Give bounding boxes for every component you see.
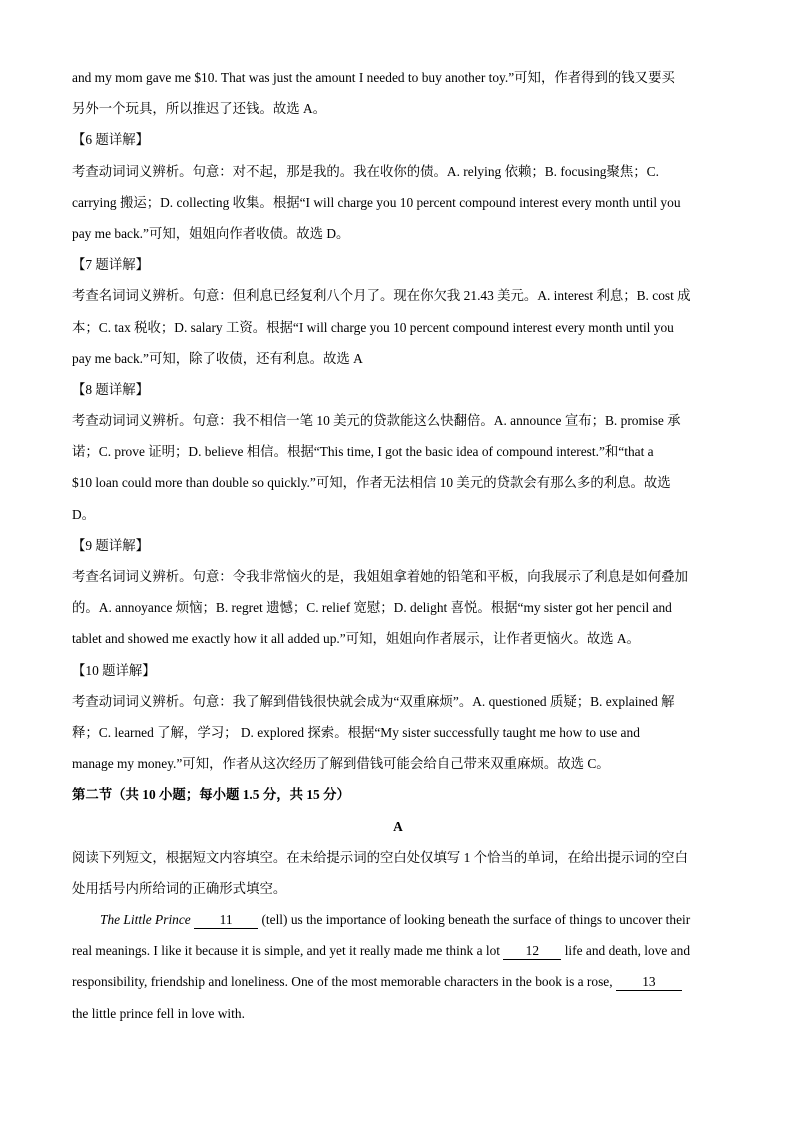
document-page [72,62,724,1029]
text-line: D。 [72,506,96,522]
passage-text: (tell) us the importance of looking beneath the surface of things to uncover their [258,912,691,928]
text-line: 另外一个玩具，所以推迟了还钱。故选 A。 [72,101,327,117]
passage-text: life and death, love and [561,943,691,959]
question-10-heading: 【10 题详解】 [72,662,156,678]
text-line: carrying 搬运；D. collecting 收集。根据“I will charge you 10 percent compound interest every month until you [72,194,681,210]
text-line: 考查动词词义辨析。句意：我不相信一笔 10 美元的贷款能这么快翻倍。A. announce 宣布；B. promise 承 [72,413,681,429]
passage-line [72,904,724,935]
book-title: The Little Prince [100,912,191,928]
passage-line [72,935,724,966]
text-line: 考查名词词义辨析。句意：令我非常恼火的是，我姐姐拿着她的铅笔和平板，向我展示了利息是如何叠加 [72,569,688,584]
question-6-heading: 【6 题详解】 [72,132,149,148]
text-line: 考查动词词义辨析。句意：对不起，那是我的。我在收你的债。A. relying 依赖；B. focusing聚焦；C. [72,163,659,179]
section-title: 第二节（共 10 小题；每小题 1.5 分，共 15 分） [72,787,350,803]
blank-13: 13 [616,974,682,991]
text-line: 考查名词词义辨析。句意：但利息已经复利八个月了。现在你欠我 21.43 美元。A. interest 利息；B. cost 成 [72,288,691,304]
text-line: pay me back.”可知，姐姐向作者收债。故选 D。 [72,225,350,241]
text-line: 本；C. tax 税收；D. salary 工资。根据“I will charge you 10 percent compound interest every month until you [72,319,674,335]
text-line: 的。A. annoyance 烦恼；B. regret 遗憾；C. relief 宽慰；D. delight 喜悦。根据“my sister got her pencil and [72,600,672,616]
passage-text: responsibility, friendship and loneliness. One of the most memorable characters in the book is a rose, [72,974,616,990]
question-9-heading: 【9 题详解】 [72,537,149,553]
blank-11: 11 [194,912,258,929]
text-line: manage my money.”可知，作者从这次经历了解到借钱可能会给自己带来双重麻烦。故选 C。 [72,756,610,772]
passage-line: the little prince fell in love with. [72,1005,245,1021]
passage-text: real meanings. I like it because it is simple, and yet it really made me think a lot [72,943,504,959]
blank-12: 12 [503,943,561,960]
text-line: and my mom gave me $10. That was just the amount I needed to buy another toy.”可知，作者得到的钱又要买 [72,70,675,85]
passage-line [72,966,724,997]
question-7-heading: 【7 题详解】 [72,257,149,273]
instruction-line: 阅读下列短文，根据短文内容填空。在未给提示词的空白处仅填写 1 个恰当的单词，在给出提示词的空白 [72,849,688,865]
text-line: 诺；C. prove 证明；D. believe 相信。根据“This time, I got the basic idea of compound interest.”和“that a [72,444,654,460]
text-line: pay me back.”可知，除了收债，还有利息。故选 A [72,350,363,366]
text-line: 考查动词词义辨析。句意：我了解到借钱很快就会成为“双重麻烦”。A. questioned 质疑；B. explained 解 [72,693,675,709]
instruction-line: 处用括号内所给词的正确形式填空。 [72,880,287,896]
part-a-heading: A [393,818,403,834]
text-line: $10 loan could more than double so quickly.”可知，作者无法相信 10 美元的贷款会有那么多的利息。故选 [72,475,671,491]
text-line: tablet and showed me exactly how it all added up.”可知，姐姐向作者展示，让作者更恼火。故选 A。 [72,631,640,647]
text-line: 释；C. learned 了解，学习； D. explored 探索。根据“My sister successfully taught me how to use and [72,724,640,740]
question-8-heading: 【8 题详解】 [72,381,149,397]
